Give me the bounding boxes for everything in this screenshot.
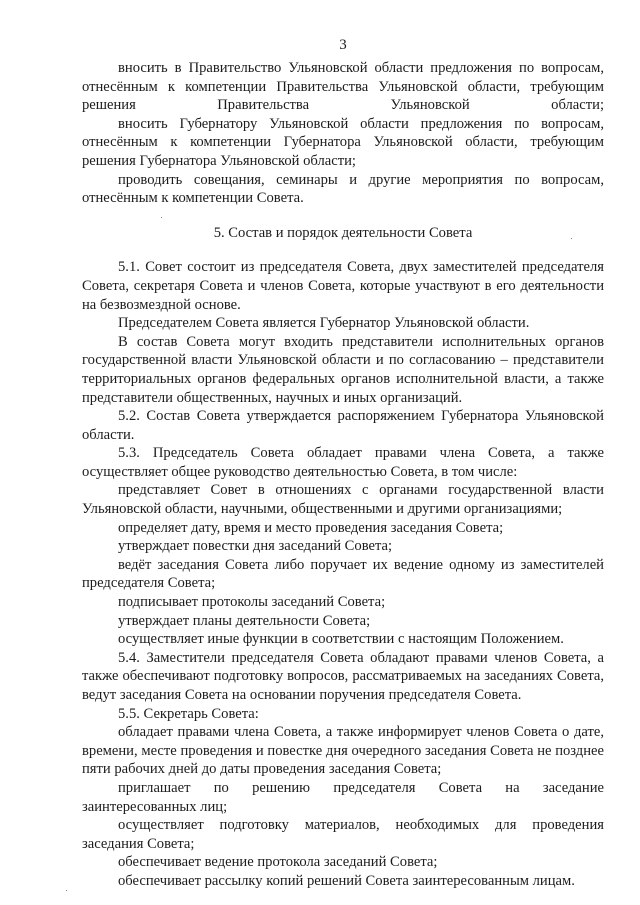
paragraph: обладает правами члена Совета, а также информирует членов Совета о дате, времени, месте проведения и повестке дня очередного заседания Совета не позднее пяти рабочих дней до даты проведения заседания Совета; [82,724,604,778]
paragraph: 5.4. Заместители председателя Совета обладают правами членов Совета, а также обеспечивают подготовку вопросов, рассматриваемых на заседаниях Совета, ведут заседания Совета на основании поручения председателя Совета. [82,649,604,703]
paragraph: 5.1. Совет состоит из председателя Совета, двух заместителей председателя Совета, секретаря Совета и членов Совета, которые участвуют в его деятельности на безвозмездной основе. [82,259,604,313]
paragraph: утверждает повестки дня заседаний Совета; [118,538,393,555]
paragraph: ведёт заседания Совета либо поручает их ведение одному из заместителей председателя Совета; [82,556,604,592]
paragraph: утверждает планы деятельности Совета; [118,612,371,629]
paragraph: вносить в Правительство Ульяновской области предложения по вопросам, отнесённым к компетенции Правительства Ульяновской области, требующим решения Правительства Ульяновской области; [82,60,604,114]
paragraph: обеспечивает ведение протокола заседаний Совета; [118,854,438,871]
paragraph: осуществляет иные функции в соответствии с настоящим Положением. [118,631,564,648]
paragraph: В состав Совета могут входить представители исполнительных органов государственной власти Ульяновской области и по согласованию – представители территориальных органов федеральных органов исполнительной власти, а также представители общественных, научных и иных организаций. [82,333,604,406]
paragraph: приглашает по решению председателя Совета на заседание заинтересованных лиц; [82,779,604,815]
paragraph: подписывает протоколы заседаний Совета; [118,594,386,611]
paragraph: представляет Совет в отношениях с органами государственной власти Ульяновской области, научными, общественными и другими организациями; [82,482,604,518]
paragraph: проводить совещания, семинары и другие мероприятия по вопросам, отнесённым к компетенции Совета. [82,171,604,207]
paragraph: осуществляет подготовку материалов, необходимых для проведения заседания Совета; [82,817,604,852]
scan-speck [161,217,162,218]
scan-speck [571,238,572,239]
document-body [82,59,604,891]
paragraph: определяет дату, время и место проведения заседания Совета; [118,519,504,536]
section-heading: 5. Состав и порядок деятельности Совета [213,224,473,241]
paragraph: 5.5. Секретарь Совета: [118,705,259,722]
paragraph: вносить Губернатору Ульяновской области предложения по вопросам, отнесённым к компетенции Губернатора Ульяновской области, требующим решения Губернатора Ульяновской области; [82,115,604,169]
paragraph: Председателем Совета является Губернатор Ульяновской области. [118,315,530,332]
scan-speck [66,890,67,891]
paragraph: обеспечивает рассылку копий решений Совета заинтересованным лицам. [118,872,575,889]
paragraph: 5.2. Состав Совета утверждается распоряжением Губернатора Ульяновской области. [82,408,604,443]
page-number: 3 [339,37,347,53]
paragraph: 5.3. Председатель Совета обладает правами члена Совета, а также осуществляет общее руководство деятельностью Совета, в том числе: [82,445,604,480]
